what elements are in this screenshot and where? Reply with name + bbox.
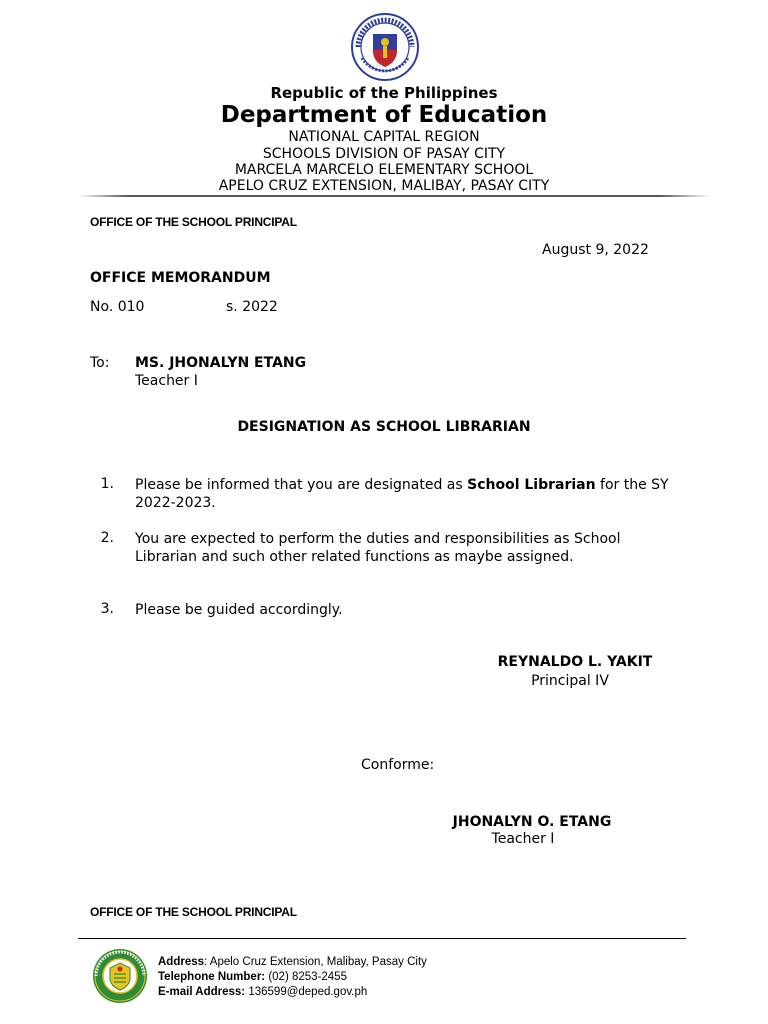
item-number: 1. — [100, 476, 114, 492]
email-value: 136599@deped.gov.ph — [245, 986, 368, 998]
deped-seal — [350, 12, 420, 82]
phone-label: Telephone Number: — [158, 971, 266, 983]
footer-office-label: OFFICE OF THE SCHOOL PRINCIPAL — [90, 905, 297, 919]
region-line: NATIONAL CAPITAL REGION — [288, 129, 480, 145]
signatory-name: REYNALDO L. YAKIT — [497, 654, 653, 670]
republic-heading: Republic of the Philippines — [270, 84, 498, 102]
office-label: OFFICE OF THE SCHOOL PRINCIPAL — [90, 215, 297, 229]
footer-phone — [158, 970, 427, 985]
conforme-label: Conforme: — [361, 757, 435, 773]
item-number: 2. — [100, 530, 114, 546]
division-line: SCHOOLS DIVISION OF PASAY CITY — [262, 146, 506, 162]
address-line: APELO CRUZ EXTENSION, MALIBAY, PASAY CITY — [218, 178, 550, 194]
email-label: E-mail Address: — [158, 986, 246, 998]
phone-value: (02) 8253-2455 — [265, 971, 347, 983]
memo-number: No. 010 — [90, 299, 145, 315]
item-text — [135, 476, 675, 512]
school-line: MARCELA MARCELO ELEMENTARY SCHOOL — [234, 162, 534, 178]
conforme-name: JHONALYN O. ETANG — [452, 814, 612, 830]
address-value: : Apelo Cruz Extension, Malibay, Pasay City — [204, 956, 427, 968]
item-text-part: for the SY 2022-2023. — [135, 477, 669, 511]
memo-date: August 9, 2022 — [542, 242, 649, 258]
item-text: You are expected to perform the duties and responsibilities as School Librarian and such other related functions as maybe assigned. — [135, 531, 621, 565]
signatory-position: Principal IV — [531, 673, 609, 689]
memo-subject: DESIGNATION AS SCHOOL LIBRARIAN — [237, 419, 531, 435]
conforme-position: Teacher I — [491, 831, 555, 847]
footer-address — [158, 955, 427, 970]
recipient-name: MS. JHONALYN ETANG — [135, 355, 307, 371]
memo-title: OFFICE MEMORANDUM — [90, 270, 271, 286]
memo-series: s. 2022 — [226, 299, 278, 315]
item-emphasis: School Librarian — [467, 477, 596, 493]
item-text: Please be guided accordingly. — [135, 602, 343, 618]
footer-divider — [78, 938, 686, 939]
item-number: 3. — [100, 601, 114, 617]
item-text-part: Please be informed that you are designated as — [135, 477, 468, 493]
department-heading: Department of Education — [220, 102, 548, 128]
footer-contact — [158, 955, 427, 1000]
to-label: To: — [90, 355, 110, 371]
address-label: Address — [158, 956, 205, 968]
header-divider — [78, 195, 710, 197]
footer-email — [158, 985, 427, 1000]
school-logo — [92, 948, 148, 1004]
recipient-position: Teacher I — [135, 373, 198, 389]
